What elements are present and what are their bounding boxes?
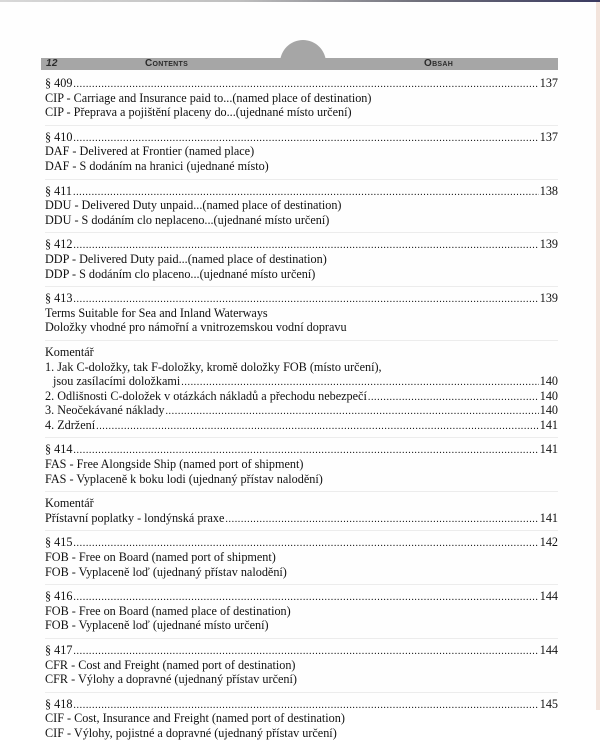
toc-entry-english: DAF - Delivered at Frontier (named place): [45, 144, 255, 159]
commentary-heading: Komentář: [45, 496, 94, 511]
toc-entry-heading[interactable]: [45, 184, 558, 199]
section-number: § 418: [45, 696, 73, 711]
toc-section-414: [45, 442, 558, 492]
section-number: § 416: [45, 589, 73, 604]
leader-dots: [96, 420, 539, 433]
toc-entry-english: FAS - Free Alongside Ship (named port of shipment): [45, 457, 304, 472]
section-number: § 411: [45, 183, 72, 198]
commentary-item-1[interactable]: [45, 511, 558, 526]
toc-entry-english: FOB - Free on Board (named port of shipment): [45, 550, 276, 565]
page-ref: 144: [539, 643, 558, 657]
toc-entry-czech: CIP - Přeprava a pojištění placeny do...(ujednané místo určení): [45, 105, 352, 120]
scan-top-edge: [0, 0, 600, 2]
table-of-contents: [45, 76, 558, 750]
section-number: § 413: [45, 291, 73, 306]
toc-entry-heading[interactable]: [45, 535, 558, 550]
toc-entry-heading[interactable]: [45, 291, 558, 306]
page-ref: 137: [539, 129, 558, 144]
leader-dots: [73, 239, 538, 252]
leader-dots: [73, 537, 538, 550]
toc-entry-english: Terms Suitable for Sea and Inland Waterways: [45, 305, 268, 320]
running-header-left-title: Contents: [145, 58, 189, 69]
toc-entry-english: CIP - Carriage and Insurance paid to...(named place of destination): [45, 90, 372, 105]
page-ref: 141: [539, 442, 558, 457]
toc-section-412: [45, 237, 558, 287]
toc-entry-czech: CIF - Výlohy, pojistné a dopravné (ujednaný přístav určení): [45, 725, 337, 740]
leader-dots: [225, 513, 538, 526]
running-header-band: [41, 58, 558, 70]
page-ref: 144: [539, 589, 558, 604]
toc-entry-heading[interactable]: [45, 589, 558, 604]
toc-section-410: [45, 130, 558, 180]
page-number: 12: [46, 58, 58, 69]
leader-dots: [73, 186, 539, 199]
toc-section-416: [45, 589, 558, 639]
commentary-item-3[interactable]: [45, 403, 558, 418]
toc-entry-heading[interactable]: [45, 643, 558, 658]
toc-commentary-414: [45, 496, 558, 531]
commentary-item-label: 3. Neočekávané náklady: [45, 403, 165, 418]
page-ref: 140: [539, 374, 558, 389]
page-ref: 142: [539, 535, 558, 550]
toc-entry-english: CFR - Cost and Freight (named port of destination): [45, 657, 296, 672]
commentary-item-1-line1: 1. Jak C-doložky, tak F-doložky, kromě doložky FOB (místo určení),: [45, 359, 382, 374]
running-header-right-title: Obsah: [424, 58, 454, 69]
leader-dots: [181, 376, 538, 389]
page-ref: 141: [539, 510, 558, 525]
page-ref: 145: [539, 696, 558, 711]
leader-dots: [73, 444, 538, 457]
toc-entry-english: DDP - Delivered Duty paid...(named place of destination): [45, 251, 327, 266]
page-ref: 140: [539, 403, 558, 418]
section-number: § 414: [45, 442, 73, 457]
commentary-item-label: jsou zasílacími doložkami: [53, 374, 181, 389]
section-number: § 409: [45, 76, 73, 90]
toc-entry-english: DDU - Delivered Duty unpaid...(named place of destination): [45, 198, 342, 213]
toc-entry-czech: Doložky vhodné pro námořní a vnitrozemskou vodní dopravu: [45, 320, 347, 335]
toc-section-413: [45, 291, 558, 341]
leader-dots: [368, 391, 539, 404]
leader-dots: [73, 591, 538, 604]
commentary-item-2[interactable]: [45, 389, 558, 404]
commentary-item-label: Přístavní poplatky - londýnská praxe: [45, 510, 225, 525]
section-number: § 412: [45, 237, 73, 252]
section-number: § 410: [45, 129, 73, 144]
toc-section-411: [45, 184, 558, 234]
toc-commentary-413: [45, 345, 558, 439]
page-ref: 141: [539, 417, 558, 432]
toc-section-417: [45, 643, 558, 693]
toc-entry-czech: CFR - Výlohy a dopravné (ujednaný přístav určení): [45, 672, 297, 687]
toc-entry-czech: DAF - S dodáním na hranici (ujednané místo): [45, 158, 269, 173]
toc-entry-english: CIF - Cost, Insurance and Freight (named port of destination): [45, 711, 345, 726]
toc-entry-czech: DDP - S dodáním clo placeno...(ujednané místo určení): [45, 266, 316, 281]
leader-dots: [73, 132, 538, 145]
leader-dots: [73, 699, 538, 712]
section-number: § 417: [45, 643, 73, 657]
commentary-item-label: 4. Zdržení: [45, 417, 96, 432]
leader-dots: [165, 405, 538, 418]
page-ref: 137: [539, 76, 558, 90]
toc-entry-english: FOB - Free on Board (named place of destination): [45, 603, 291, 618]
page-ref: 140: [539, 388, 558, 403]
leader-dots: [73, 293, 538, 306]
toc-entry-heading[interactable]: [45, 76, 558, 91]
toc-entry-heading[interactable]: [45, 130, 558, 145]
toc-section-415: [45, 535, 558, 585]
toc-entry-heading[interactable]: [45, 697, 558, 712]
page-ref: 139: [539, 291, 558, 306]
commentary-item-label: 2. Odlišnosti C-doložek v otázkách nákladů a přechodu nebezpečí: [45, 388, 367, 403]
page-ref: 139: [539, 237, 558, 252]
page-ref: 138: [539, 183, 558, 198]
leader-dots: [73, 78, 538, 91]
toc-section-418: [45, 697, 558, 746]
section-number: § 415: [45, 535, 73, 550]
toc-entry-czech: FAS - Vyplaceně k boku lodi (ujednaný přístav nalodění): [45, 471, 323, 486]
commentary-heading: Komentář: [45, 344, 94, 359]
leader-dots: [73, 645, 538, 658]
commentary-item-4[interactable]: [45, 418, 558, 433]
toc-entry-czech: FOB - Vyplaceně loď (ujednané místo určení): [45, 618, 269, 633]
commentary-item-1[interactable]: [45, 374, 558, 389]
toc-entry-heading[interactable]: [45, 237, 558, 252]
toc-section-409: [45, 76, 558, 126]
toc-entry-heading[interactable]: [45, 442, 558, 457]
toc-entry-czech: DDU - S dodáním clo neplaceno...(ujednané místo určení): [45, 212, 330, 227]
toc-entry-czech: FOB - Vyplaceně loď (ujednaný přístav nalodění): [45, 564, 287, 579]
